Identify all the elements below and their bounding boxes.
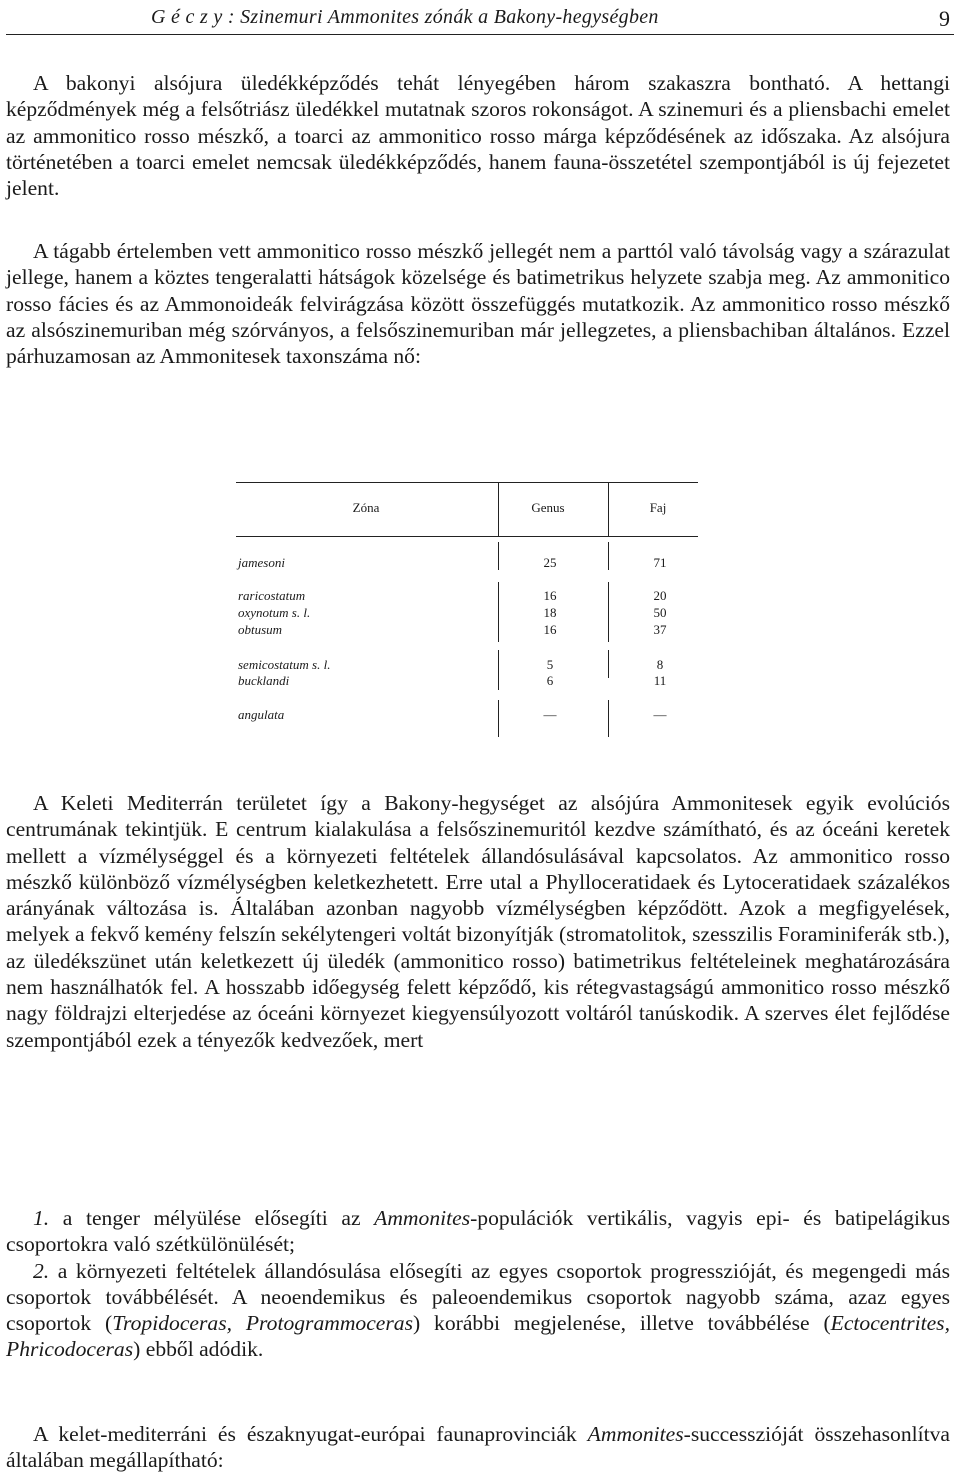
p5-italic: Ammonites [587,1422,684,1446]
genus-count: 18 [543,605,557,620]
list-text: -populációk vertikális, vagyis epi- és batipelágikus csoportokra való szétkülönülését; [6,1206,950,1257]
faj-count: 71 [653,555,667,570]
col-divider [608,700,609,737]
faj-count: 50 [653,605,667,620]
zone-name: obtusum [238,622,283,637]
list-italic: Ammonites [374,1206,471,1230]
col-divider [608,582,609,642]
paragraph-2: A tágabb értelemben vett ammonitico rosso mészkő jellegét nem a parttól való távolság vagy a szárazulat jellege, hanem a köztes tengeralatti hátságok közelsége és batimetrikus helyzete szabja meg. Az ammonitico rosso fácies és az Ammonoideák felvirágzása között összefüggés mutatkozik. Az ammonitico rosso mészkő az alsószinemuriban még szórványos, a felsőszinemuriban már jellegzetes, a pliensbachiban általános. Ezzel párhuzamosan az Ammonitesek taxonszáma nő: [6,239,950,369]
list-number: 2. [33,1258,50,1283]
list-italic: Ectocentrites, Phricodoceras [6,1311,950,1362]
zone-name: raricostatum [238,588,306,603]
header-divider-2 [608,482,609,536]
p5-text: -successzióját összehasonlítva általában megállapítható: [6,1422,950,1473]
list-text: ) korábbi megjelenése, illetve továbbélése ( [413,1311,831,1336]
genus-count: 16 [543,588,557,603]
paragraph-5 [6,1421,950,1474]
list-italic: Tropidoceras, Protogrammoceras [112,1311,413,1336]
col-divider [608,542,609,570]
table-top-rule [236,482,698,483]
genus-count: 25 [543,555,557,570]
genus-count: 6 [546,673,554,688]
header-genus: Genus [531,500,565,515]
col-divider [608,650,609,678]
faj-count: 20 [653,588,667,603]
taxon-count-table [236,482,706,737]
col-divider [498,542,499,570]
list-text: ) ebből adódik. [133,1337,264,1362]
faj-count: 8 [656,657,664,672]
zone-name: jamesoni [238,555,285,570]
list-number: 1. [33,1206,50,1230]
col-divider [498,700,499,737]
genus-count: 16 [543,622,557,637]
header-divider-1 [498,482,499,536]
genus-count: — [543,707,557,722]
faj-count: 37 [653,622,667,637]
paragraph-1: A bakonyi alsójura üledékképződés tehát lényegében három szakaszra bontható. A hettangi képződmények még a felsőtriász üledékkel mutatnak szoros rokonságot. A szinemuri és a pliensbachi emelet az ammonitico rosso mészkő, a toarci az ammonitico rosso márga képződésének az időszaka. Az alsójura történetében a toarci emelet nemcsak üledékképződés, hanem fauna-összetétel szempontjából is új fejezetet jelent. [6,71,950,201]
list-text: a tenger mélyülése elősegíti az [62,1206,375,1230]
paragraph-3: A Keleti Mediterrán területet így a Bakony-hegységet az alsójúra Ammonitesek egyik evolúciós centrumának tekintjük. E centrum kialakulása a felsőszinemuritól kezdve számítható, és az óceáni keretek mellett a vízmélységgel és a környezeti feltételek állandósulásával kapcsolatos. Az ammonitico rosso mészkő különböző vízmélységben keletkezhetett. Erre utal a Phylloceratidaek és Lytoceratidaek százalékos arányának változása is. Általában azonban nagyobb vízmélységben képződött. Azok a megfigyelések, melyek a fekvő kemény felszín sekélytengeri voltát bizonyítják (stromatolitok, szesszilis Foraminiferák stb.), az üledékszünet után keletkezett új üledék (ammonitico rosso) batimetrikus feltételeinek meghatározására nem használhatók fel. A hosszabb időegység felett képződő, kis rétegvastagságú ammonitico rosso mészkő nagy földrajzi elterjedése az óceáni környezet kiegyensúlyozott voltáról tanúskodik. A szerves élet fejlődése szempontjából ezek a tényezők kedvezőek, mert [6,791,950,1052]
running-title: G é c z y : Szinemuri Ammonites zónák a Bakony-hegységben [151,6,659,28]
zone-name: oxynotum s. l. [238,605,311,620]
page-number: 9 [939,6,950,31]
factor-list [6,1205,950,1363]
list-item-2 [6,1258,950,1363]
faj-count: — [653,707,667,722]
running-header [6,4,954,35]
faj-count: 11 [653,673,667,688]
genus-count: 5 [546,657,554,672]
zone-name: angulata [238,707,285,722]
table-header-rule [236,536,698,537]
list-item-1 [6,1205,950,1258]
header-faj: Faj [649,500,667,515]
zone-name: bucklandi [238,673,290,688]
zone-name: semicostatum s. l. [238,657,331,672]
col-divider [498,582,499,642]
header-zone: Zóna [352,500,380,515]
list-text: a környezeti feltételek állandósulása elősegíti az egyes csoportok progresszióját, és megengedi más csoportok továbbélését. A neoendemikus és paleoendemikus csoportok nagyobb száma, azaz egyes csoportok ( [6,1258,950,1336]
col-divider [498,650,499,690]
p5-text: A kelet-mediterráni és északnyugat-európai faunaprovinciák [33,1422,588,1446]
